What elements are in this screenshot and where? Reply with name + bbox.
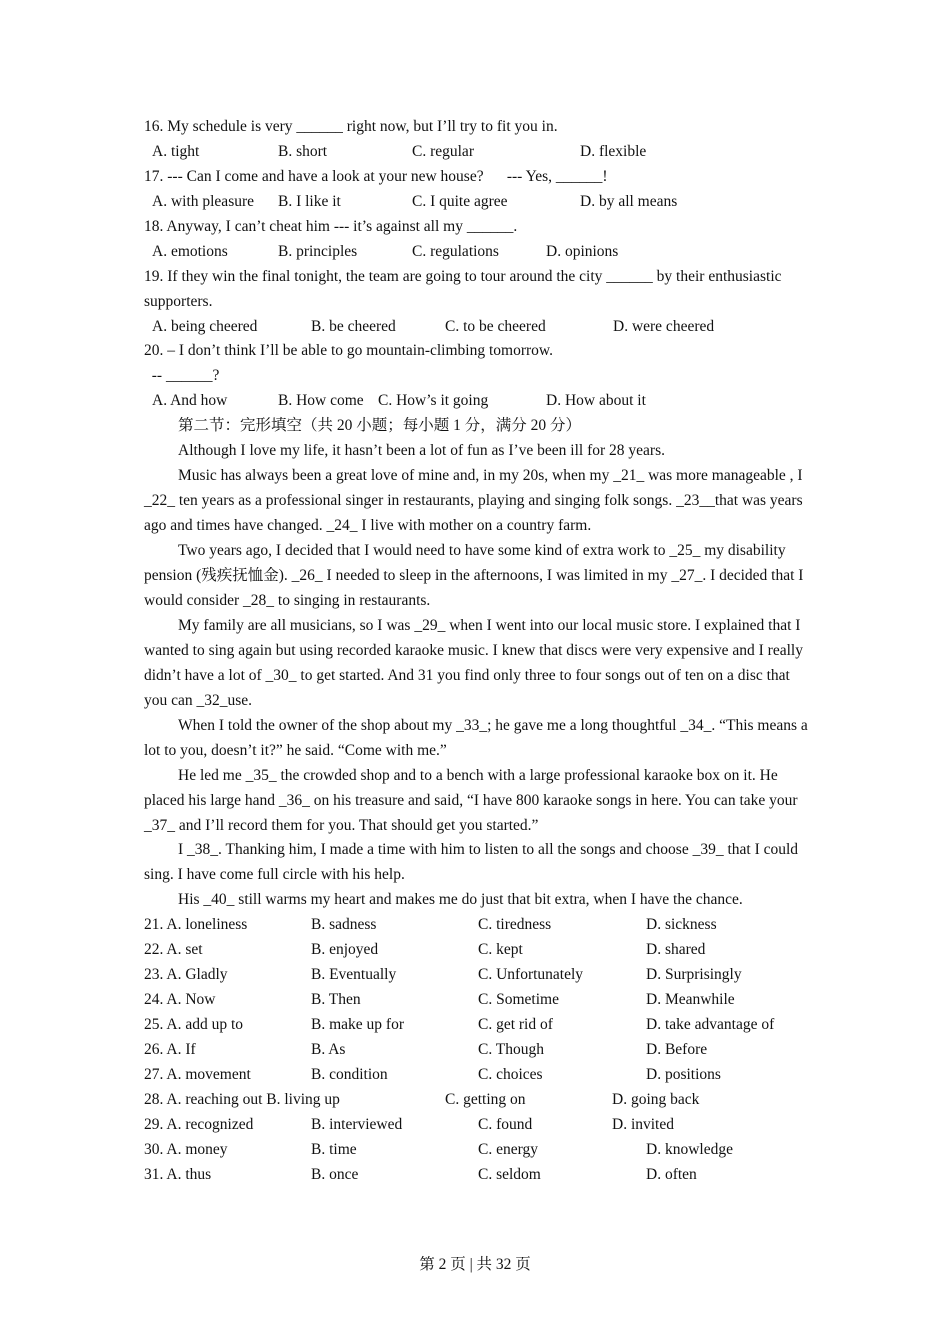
option-c: C. How’s it going [378, 392, 489, 410]
answer-d: D. shared [646, 941, 706, 959]
question-options [144, 190, 810, 215]
answer-c: C. energy [478, 1140, 538, 1158]
answer-c: C. seldom [478, 1165, 541, 1183]
option-a: A. emotions [152, 242, 228, 260]
answer-row [144, 1038, 810, 1063]
option-d: D. flexible [580, 142, 647, 160]
option-a: A. tight [152, 142, 200, 160]
answer-row [144, 988, 810, 1013]
option-c: C. to be cheered [445, 317, 546, 335]
question-options [144, 389, 810, 414]
question-options [144, 315, 810, 340]
option-c: C. regular [412, 142, 474, 160]
question-stem: 16. My schedule is very ______ right now, but I’ll try to fit you in. [144, 118, 558, 135]
option-b: B. short [278, 142, 328, 160]
answer-d: D. invited [612, 1115, 674, 1133]
answer-a: 31. A. thus [144, 1165, 212, 1183]
passage-paragraph: My family are all musicians, so I was _29_ when I went into our local music store. I explained that I wanted to sing again but using recorded karaoke music. I knew that discs were very expensive and I really didn’t have a lot of _30_ to get started. And 31 you find only three to four songs out of ten on a disc that you can _32_use. [144, 616, 803, 709]
answer-row [144, 1113, 810, 1138]
passage-paragraph: Although I love my life, it hasn’t been a lot of fun as I’ve been ill for 28 years. [178, 442, 665, 460]
answer-b: B. once [311, 1165, 359, 1183]
option-a: A. being cheered [152, 317, 258, 335]
answer-b: B. As [311, 1041, 346, 1059]
answer-c: C. found [478, 1115, 533, 1133]
question-options [144, 140, 810, 165]
option-d: D. opinions [546, 242, 619, 260]
passage-paragraph: Two years ago, I decided that I would need to have some kind of extra work to _25_ my disability pension (残疾抚恤金). _26_ I needed to sleep in the afternoons, I was limited in my _27_. I decided that I would consider _28_ to singing in restaurants. [144, 542, 804, 609]
answer-d: D. going back [612, 1090, 700, 1108]
answer-c: C. Sometime [478, 991, 559, 1009]
option-a: A. And how [152, 392, 228, 410]
answer-a: 21. A. loneliness [144, 916, 248, 934]
question-stem: 19. If they win the final tonight, the team are going to tour around the city ______ by their enthusiastic supporters. [144, 267, 782, 310]
answer-a: 23. A. Gladly [144, 966, 228, 984]
passage-paragraph: I _38_. Thanking him, I made a time with him to listen to all the songs and choose _39_ that I could sing. I have come full circle with his help. [144, 841, 799, 884]
passage-paragraph: His _40_ still warms my heart and makes me do just that bit extra, when I have the chance. [178, 891, 743, 909]
answer-d: D. Before [646, 1041, 708, 1059]
answer-row [144, 1138, 810, 1163]
answer-b: B. interviewed [311, 1115, 403, 1133]
passage-paragraph: When I told the owner of the shop about my _33_; he gave me a long thoughtful _34_. “This means a lot to you, doesn’t it?” he said. “Come with me.” [144, 716, 808, 759]
answer-d: D. Meanwhile [646, 991, 735, 1009]
answer-row [144, 1013, 810, 1038]
answer-b: B. condition [311, 1065, 388, 1083]
answer-a: 26. A. If [144, 1041, 196, 1059]
answer-a: 24. A. Now [144, 991, 216, 1009]
option-d: D. by all means [580, 192, 678, 210]
option-b: B. principles [278, 242, 358, 260]
answer-d: D. knowledge [646, 1140, 733, 1158]
answer-row [144, 938, 810, 963]
answer-row [144, 913, 810, 938]
answer-b: B. make up for [311, 1016, 404, 1034]
page-footer: 第 2 页 | 共 32 页 [419, 1256, 531, 1273]
answer-a: 27. A. movement [144, 1065, 251, 1083]
answer-b: B. time [311, 1140, 357, 1158]
question-options [144, 240, 810, 265]
answer-d: D. positions [646, 1065, 721, 1083]
answer-a: 30. A. money [144, 1140, 228, 1158]
answer-b: B. Then [311, 991, 361, 1009]
option-d: D. How about it [546, 392, 646, 410]
option-a: A. with pleasure [152, 192, 255, 210]
answer-d: D. often [646, 1165, 697, 1183]
question-stem: 18. Anyway, I can’t cheat him --- it’s against all my ______. [144, 217, 518, 235]
answer-d: D. sickness [646, 916, 717, 934]
answer-c: C. choices [478, 1065, 543, 1083]
answer-a: 29. A. recognized [144, 1115, 254, 1133]
answer-b: B. Eventually [311, 966, 397, 984]
answer-d: D. take advantage of [646, 1016, 775, 1034]
passage-paragraph: Music has always been a great love of mine and, in my 20s, when my _21_ was more manageable , I _22_ ten years as a professional singer in restaurants, playing and singing folk songs. _23__that was years ago and times have changed. _24_ I live with mother on a country farm. [144, 467, 803, 535]
answer-d: D. Surprisingly [646, 966, 742, 984]
answer-row [144, 963, 810, 988]
option-b: B. How come [278, 392, 364, 410]
answer-c: C. getting on [445, 1090, 526, 1108]
answer-c: C. tiredness [478, 916, 552, 934]
option-b: B. be cheered [311, 317, 396, 335]
question-stem: 17. --- Can I come and have a look at your new house? --- Yes, ______! [144, 167, 608, 185]
answer-row [144, 1088, 810, 1113]
answer-row [144, 1163, 810, 1188]
answer-ab: 28. A. reaching out B. living up [144, 1090, 340, 1108]
answer-a: 25. A. add up to [144, 1016, 244, 1034]
answer-row [144, 1063, 810, 1088]
question-stem: 20. – I don’t think I’ll be able to go mountain-climbing tomorrow. [144, 342, 553, 360]
question-stem-reply: -- ______? [144, 367, 220, 385]
page-content [144, 115, 810, 1188]
answer-a: 22. A. set [144, 941, 203, 959]
answer-c: C. kept [478, 941, 523, 959]
answer-b: B. enjoyed [311, 941, 379, 959]
option-c: C. regulations [412, 242, 499, 260]
passage-paragraph: He led me _35_ the crowded shop and to a bench with a large professional karaoke box on it. He placed his large hand _36_ on his treasure and said, “I have 800 karaoke songs in here. You can take your _37_ and I’ll record them for you. That should get you started.” [144, 766, 798, 834]
answer-c: C. get rid of [478, 1016, 553, 1034]
option-c: C. I quite agree [412, 192, 508, 210]
option-b: B. I like it [278, 192, 341, 210]
answer-c: C. Unfortunately [478, 966, 584, 984]
answer-c: C. Though [478, 1041, 545, 1059]
answer-b: B. sadness [311, 916, 377, 934]
section-heading: 第二节：完形填空（共 20 小题；每小题 1 分，满分 20 分） [178, 417, 582, 435]
option-d: D. were cheered [613, 317, 715, 335]
